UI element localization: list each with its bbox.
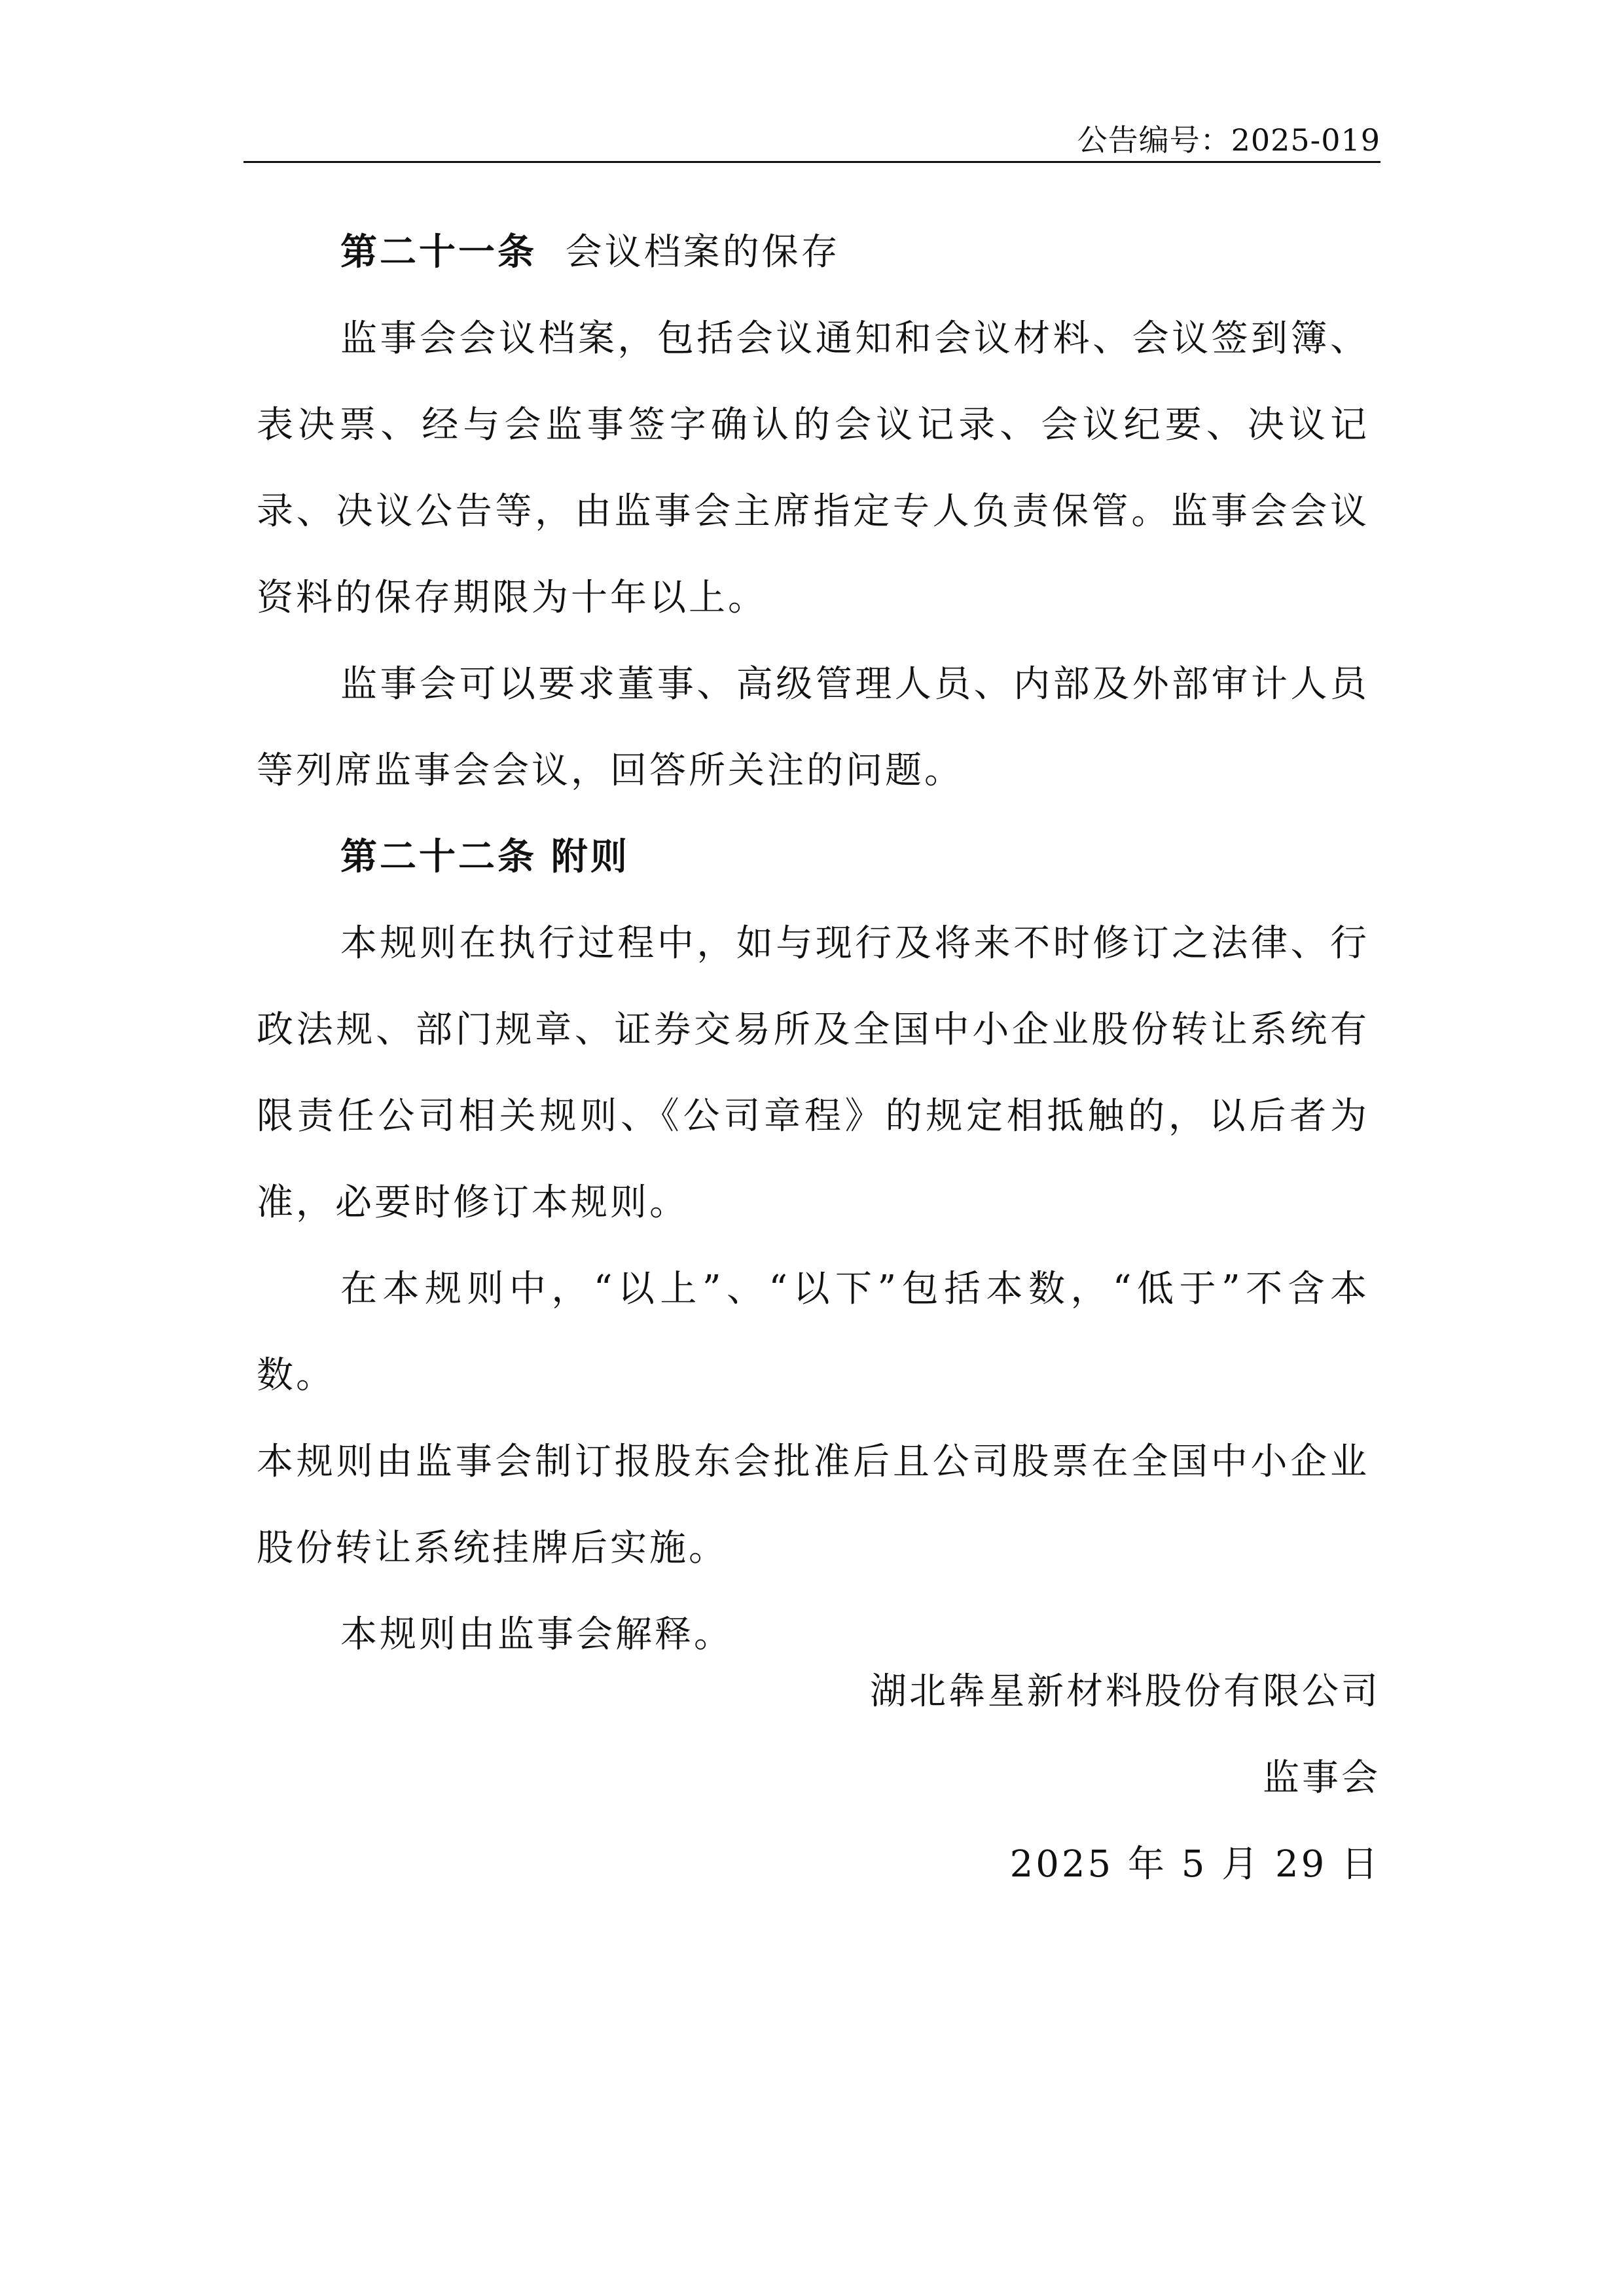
board-name: 监事会 xyxy=(1263,1757,1380,1799)
article-22-paragraph-2: 在本规则中，“以上”、“以下”包括本数，“低于”不含本数。 xyxy=(257,1268,1369,1397)
heading-gap xyxy=(537,231,566,274)
article-22-paragraph-3: 本规则由监事会制订报股东会批准后且公司股票在全国中小企业股份转让系统挂牌后实施。 xyxy=(257,1441,1369,1570)
sign-date: 2025 年 5 月 29 日 xyxy=(1009,1843,1380,1886)
article-22-label: 第二十二条 xyxy=(340,836,537,878)
article-21-paragraph-1: 监事会会议档案，包括会议通知和会议材料、会议签到簿、表决票、经与会监事签字确认的会议记录、会议纪要、决议记录、决议公告等，由监事会主席指定专人负责保管。监事会会议资料的保存期限为十年以上。 xyxy=(257,317,1369,619)
article-22-heading xyxy=(257,814,1369,901)
heading-gap xyxy=(537,836,551,878)
article-22-title: 附则 xyxy=(550,836,630,878)
article-22-paragraph-4: 本规则由监事会解释。 xyxy=(340,1613,733,1656)
document-body xyxy=(257,209,1369,1678)
article-21-heading xyxy=(257,209,1369,296)
article-21-label: 第二十一条 xyxy=(340,231,537,274)
article-21-paragraph-2: 监事会可以要求董事、高级管理人员、内部及外部审计人员等列席监事会会议，回答所关注的问题。 xyxy=(257,663,1369,792)
article-21-title: 会议档案的保存 xyxy=(565,231,840,274)
company-name: 湖北犇星新材料股份有限公司 xyxy=(870,1670,1380,1713)
announcement-number: 公告编号：2025-019 xyxy=(1077,122,1380,158)
article-22-paragraph-1: 本规则在执行过程中，如与现行及将来不时修订之法律、行政法规、部门规章、证券交易所及全国中小企业股份转让系统有限责任公司相关规则、《公司章程》的规定相抵触的，以后者为准，必要时修订本规则。 xyxy=(257,922,1369,1224)
header-divider xyxy=(244,161,1380,163)
